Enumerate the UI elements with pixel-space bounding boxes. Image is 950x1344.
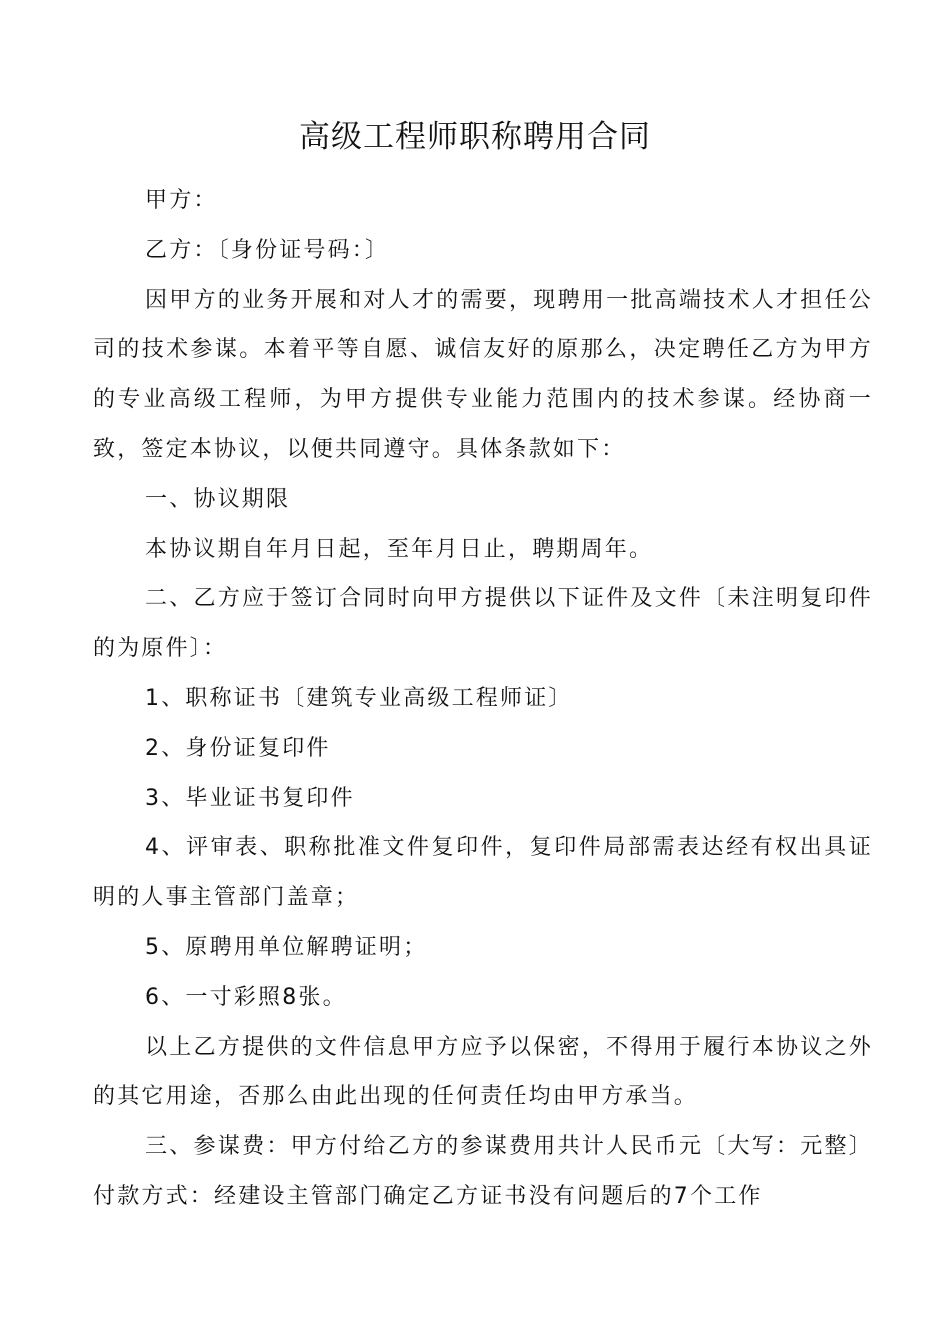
section-heading-term: 一、协议期限 bbox=[145, 486, 291, 512]
term-paragraph: 本协议期自年月日起，至年月日止，聘期周年。 bbox=[145, 536, 654, 562]
party-b-line: 乙方：〔身份证号码：〕 bbox=[145, 237, 390, 263]
intro-paragraph: 因甲方的业务开展和对人才的需要，现聘用一批高端技术人才担任公司的技术参谋。本着平等自愿、诚信友好的原那么，决定聘任乙方为甲方的专业高级工程师，为甲方提供专业能力范围内的技术参谋。经协商一致，签定本协议，以便共同遵守。具体条款如下： bbox=[93, 287, 873, 462]
document-title: 高级工程师职称聘用合同 bbox=[299, 119, 651, 155]
confidentiality-paragraph: 以上乙方提供的文件信息甲方应予以保密，不得用于履行本协议之外的其它用途，否那么由此出现的任何责任均由甲方承当。 bbox=[93, 1034, 873, 1110]
document-item-3: 3、毕业证书复印件 bbox=[145, 785, 355, 811]
party-a-line: 甲方： bbox=[145, 188, 218, 213]
section-heading-documents: 二、乙方应于签订合同时向甲方提供以下证件及文件〔未注明复印件的为原件〕： bbox=[93, 586, 873, 662]
document-body bbox=[93, 176, 873, 1222]
document-item-2: 2、身份证复印件 bbox=[145, 735, 331, 761]
document-item-6: 6、一寸彩照8张。 bbox=[145, 984, 347, 1010]
document-item-5: 5、原聘用单位解聘证明； bbox=[145, 934, 428, 960]
fee-paragraph: 三、参谋费：甲方付给乙方的参谋费用共计人民币元〔大写：元整〕付款方式：经建设主管部门确定乙方证书没有问题后的7个工作 bbox=[93, 1134, 873, 1209]
document-item-1: 1、职称证书〔建筑专业高级工程师证〕 bbox=[145, 685, 573, 711]
document-item-4: 4、评审表、职称批准文件复印件，复印件局部需表达经有权出具证明的人事主管部门盖章； bbox=[93, 835, 873, 911]
